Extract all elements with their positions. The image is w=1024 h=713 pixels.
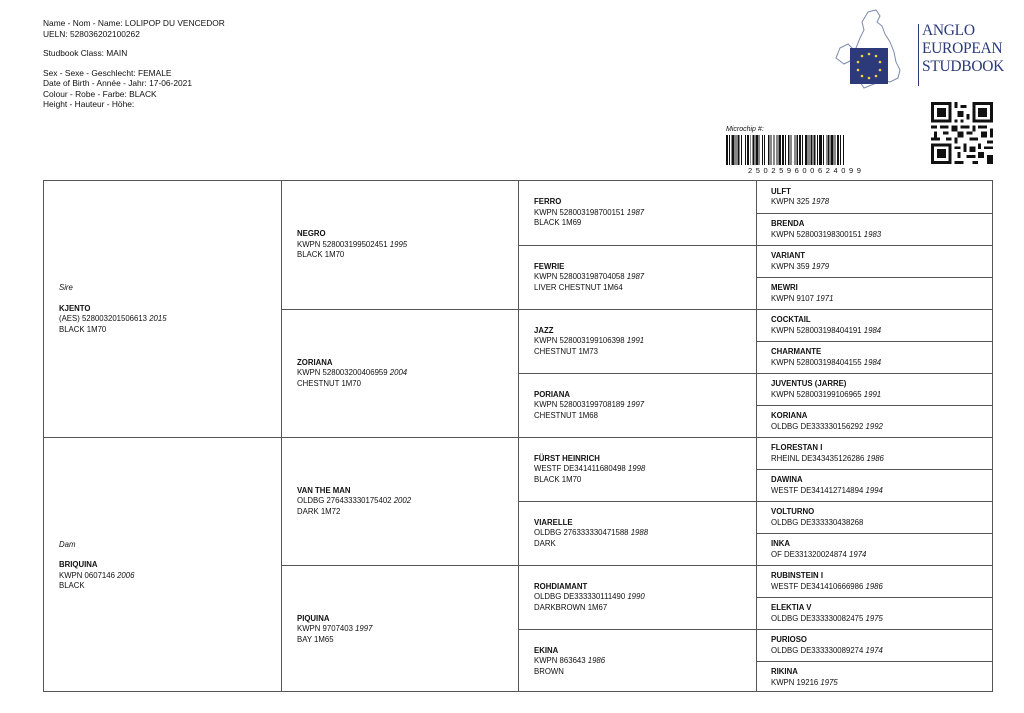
horse-name: ZORIANA [297, 357, 333, 367]
horse-name: Name - Nom - Name: LOLIPOP DU VENCEDOR [43, 18, 225, 28]
pedigree-cell [282, 309, 518, 437]
dam-year: 2006 [117, 570, 135, 580]
horse-reg: KWPN 863643 [534, 656, 586, 666]
horse-reg: OLDBG DE333330082475 [771, 613, 864, 623]
pedigree-cell [519, 373, 756, 437]
horse-name: ROHDIAMANT [534, 581, 588, 591]
pedigree-cell [519, 565, 756, 629]
pedigree-cell [519, 629, 756, 693]
pedigree-great-grandparents [518, 181, 756, 691]
horse-year: 1974 [865, 645, 883, 655]
horse-name: ULFT [771, 186, 791, 196]
horse-year: 1971 [816, 293, 834, 303]
horse-reg: OLDBG DE333330438268 [771, 517, 864, 527]
pedigree-cell [757, 245, 993, 277]
horse-name: DAWINA [771, 475, 803, 484]
horse-reg: KWPN 528003198700151 [534, 207, 625, 217]
horse-name: MEWRI [771, 283, 798, 292]
horse-reg: KWPN 528003200406959 [297, 368, 388, 378]
pedigree-gen4 [756, 181, 993, 691]
horse-name: BRENDA [771, 219, 805, 228]
horse-extra: BLACK 1M70 [297, 250, 345, 260]
horse-reg: KWPN 19216 [771, 677, 819, 687]
barcode-icon [726, 135, 904, 165]
pedigree-cell [519, 437, 756, 501]
pedigree-cell [519, 245, 756, 309]
horse-extra: CHESTNUT 1M68 [534, 410, 598, 420]
horse-info [43, 18, 225, 110]
horse-extra: CHESTNUT 1M70 [297, 378, 361, 388]
sire-label: Sire [59, 283, 73, 292]
pedigree-cell [757, 277, 993, 309]
horse-name: COCKTAIL [771, 315, 811, 324]
horse-reg: KWPN 9107 [771, 293, 814, 303]
horse-reg: WESTF DE341410666986 [771, 581, 864, 591]
dam-cell [44, 437, 281, 693]
horse-name: FÜRST HEINRICH [534, 453, 600, 463]
horse-name: INKA [771, 539, 791, 548]
horse-year: 2002 [393, 496, 412, 506]
horse-year: 1991 [863, 389, 882, 399]
dam-label: Dam [59, 539, 76, 549]
horse-name: NEGRO [297, 229, 326, 239]
horse-year: 1974 [849, 549, 867, 559]
horse-year: 1995 [389, 239, 408, 249]
pedigree-cell [757, 469, 993, 501]
dam-extra: BLACK [59, 581, 85, 590]
qr-code-icon [931, 102, 993, 164]
horse-height: Height - Hauteur - Höhe: [43, 99, 135, 109]
horse-reg: KWPN 528003199106965 [771, 389, 862, 399]
dam-name: BRIQUINA [59, 560, 98, 569]
horse-name: PORIANA [534, 389, 570, 399]
sire-name: KJENTO [59, 303, 91, 313]
microchip-number: 250259600624099 [748, 166, 865, 175]
pedigree-cell [757, 501, 993, 533]
horse-reg: KWPN 528003198300151 [771, 229, 862, 239]
horse-year: 1994 [865, 485, 883, 495]
pedigree-table [43, 180, 993, 692]
pedigree-cell [757, 565, 993, 597]
horse-year: 1975 [865, 613, 883, 623]
pedigree-cell [519, 501, 756, 565]
horse-reg: WESTF DE341411680498 [534, 464, 626, 474]
horse-reg: KWPN 528003198404191 [771, 325, 862, 335]
horse-reg: KWPN 528003198704058 [534, 272, 625, 282]
horse-reg: KWPN 9707403 [297, 624, 353, 634]
horse-year: 1997 [626, 400, 645, 410]
horse-year: 1986 [865, 581, 883, 591]
horse-extra: BLACK 1M69 [534, 218, 582, 228]
horse-name: KORIANA [771, 411, 808, 420]
horse-name: VOLTURNO [771, 507, 815, 516]
pedigree-cell [282, 181, 518, 309]
horse-reg: KWPN 325 [771, 197, 810, 206]
horse-ueln: UELN: 528036202100262 [43, 28, 140, 39]
pedigree-cell [757, 533, 993, 565]
horse-dob: Date of Birth - Année - Jahr: 17-06-2021 [43, 78, 192, 88]
horse-reg: KWPN 528003199106398 [534, 336, 625, 346]
horse-year: 1990 [627, 592, 645, 602]
horse-extra: DARK [534, 538, 556, 548]
horse-reg: OLDBG 276433330175402 [297, 496, 392, 506]
sire-reg: (AES) 528003201506613 [59, 314, 148, 323]
studbook-class: Studbook Class: MAIN [43, 48, 128, 58]
horse-year: 1975 [820, 677, 838, 687]
horse-extra: DARKBROWN 1M67 [534, 602, 608, 612]
horse-reg: OLDBG DE333330089274 [771, 645, 864, 655]
pedigree-cell [757, 437, 993, 469]
pedigree-cell [757, 309, 993, 341]
horse-reg: RHEINL DE343435126286 [771, 453, 865, 463]
horse-name: FEWRIE [534, 261, 565, 271]
horse-name: EKINA [534, 645, 559, 655]
pedigree-cell [757, 373, 993, 405]
dam-reg: KWPN 0607146 [59, 570, 115, 580]
microchip-label: Microchip #: [726, 126, 764, 133]
horse-extra: CHESTNUT 1M73 [534, 346, 598, 356]
logo-text-line1: ANGLO [922, 22, 975, 39]
horse-year: 1997 [355, 624, 373, 634]
horse-year: 1987 [626, 207, 645, 217]
horse-name: ELEKTIA V [771, 603, 812, 612]
horse-year: 1992 [865, 421, 883, 431]
horse-name: VIARELLE [534, 517, 573, 527]
pedigree-cell [282, 565, 518, 693]
sire-extra: BLACK 1M70 [59, 324, 107, 334]
logo-text-line3: STUDBOOK [922, 58, 1004, 75]
pedigree-cell [757, 629, 993, 661]
pedigree-cell [757, 597, 993, 629]
studbook-logo [830, 8, 1004, 104]
horse-name: FERRO [534, 197, 562, 207]
sire-cell [44, 181, 281, 437]
pedigree-cell [757, 181, 993, 213]
horse-reg: OLDBG DE333330111490 [534, 592, 626, 602]
horse-name: VAN THE MAN [297, 485, 351, 495]
horse-name: CHARMANTE [771, 347, 822, 356]
horse-name: PIQUINA [297, 613, 330, 623]
horse-reg: WESTF DE341412714894 [771, 485, 864, 495]
pedigree-cell [519, 309, 756, 373]
horse-year: 1987 [626, 272, 645, 282]
horse-name: RUBINSTEIN I [771, 571, 823, 580]
horse-name: FLORESTAN I [771, 443, 823, 452]
horse-extra: DARK 1M72 [297, 506, 341, 516]
horse-reg: KWPN 528003199708189 [534, 400, 625, 410]
pedigree-grandparents [281, 181, 518, 691]
horse-extra: LIVER CHESTNUT 1M64 [534, 282, 623, 292]
pedigree-cell [757, 341, 993, 373]
horse-year: 1979 [811, 261, 830, 271]
logo-text-line2: EUROPEAN [922, 40, 1003, 57]
horse-year: 1986 [587, 656, 606, 666]
horse-year: 1983 [863, 229, 882, 239]
horse-name: RIKINA [771, 667, 798, 676]
horse-reg: KWPN 359 [771, 261, 810, 271]
horse-year: 1978 [811, 197, 830, 206]
pedigree-cell [757, 661, 993, 693]
british-isles-map-icon [830, 8, 920, 104]
horse-year: 1984 [863, 325, 882, 335]
horse-reg: KWPN 528003199502451 [297, 239, 388, 249]
horse-name: PURIOSO [771, 635, 807, 644]
horse-year: 1991 [626, 336, 645, 346]
horse-colour: Colour - Robe - Farbe: BLACK [43, 88, 157, 99]
pedigree-cell [757, 405, 993, 437]
horse-name: JAZZ [534, 325, 554, 335]
horse-year: 1998 [627, 464, 646, 474]
horse-extra: BAY 1M65 [297, 634, 334, 644]
horse-sex: Sex - Sexe - Geschlecht: FEMALE [43, 67, 172, 78]
horse-reg: OF DE331320024874 [771, 549, 847, 559]
horse-extra: BROWN [534, 666, 564, 676]
horse-year: 1988 [630, 528, 649, 538]
sire-year: 2015 [149, 314, 167, 323]
horse-reg: OLDBG 276333330471588 [534, 528, 629, 538]
pedigree-cell [519, 181, 756, 245]
horse-reg: OLDBG DE333330156292 [771, 421, 864, 431]
horse-reg: KWPN 528003198404155 [771, 357, 862, 367]
pedigree-cell [282, 437, 518, 565]
horse-name: JUVENTUS (JARRE) [771, 379, 847, 388]
horse-year: 1984 [863, 357, 882, 367]
horse-year: 2004 [389, 368, 408, 378]
horse-name: VARIANT [771, 251, 806, 260]
pedigree-parents [44, 181, 281, 691]
horse-extra: BLACK 1M70 [534, 474, 582, 484]
pedigree-cell [757, 213, 993, 245]
horse-year: 1986 [866, 453, 884, 463]
